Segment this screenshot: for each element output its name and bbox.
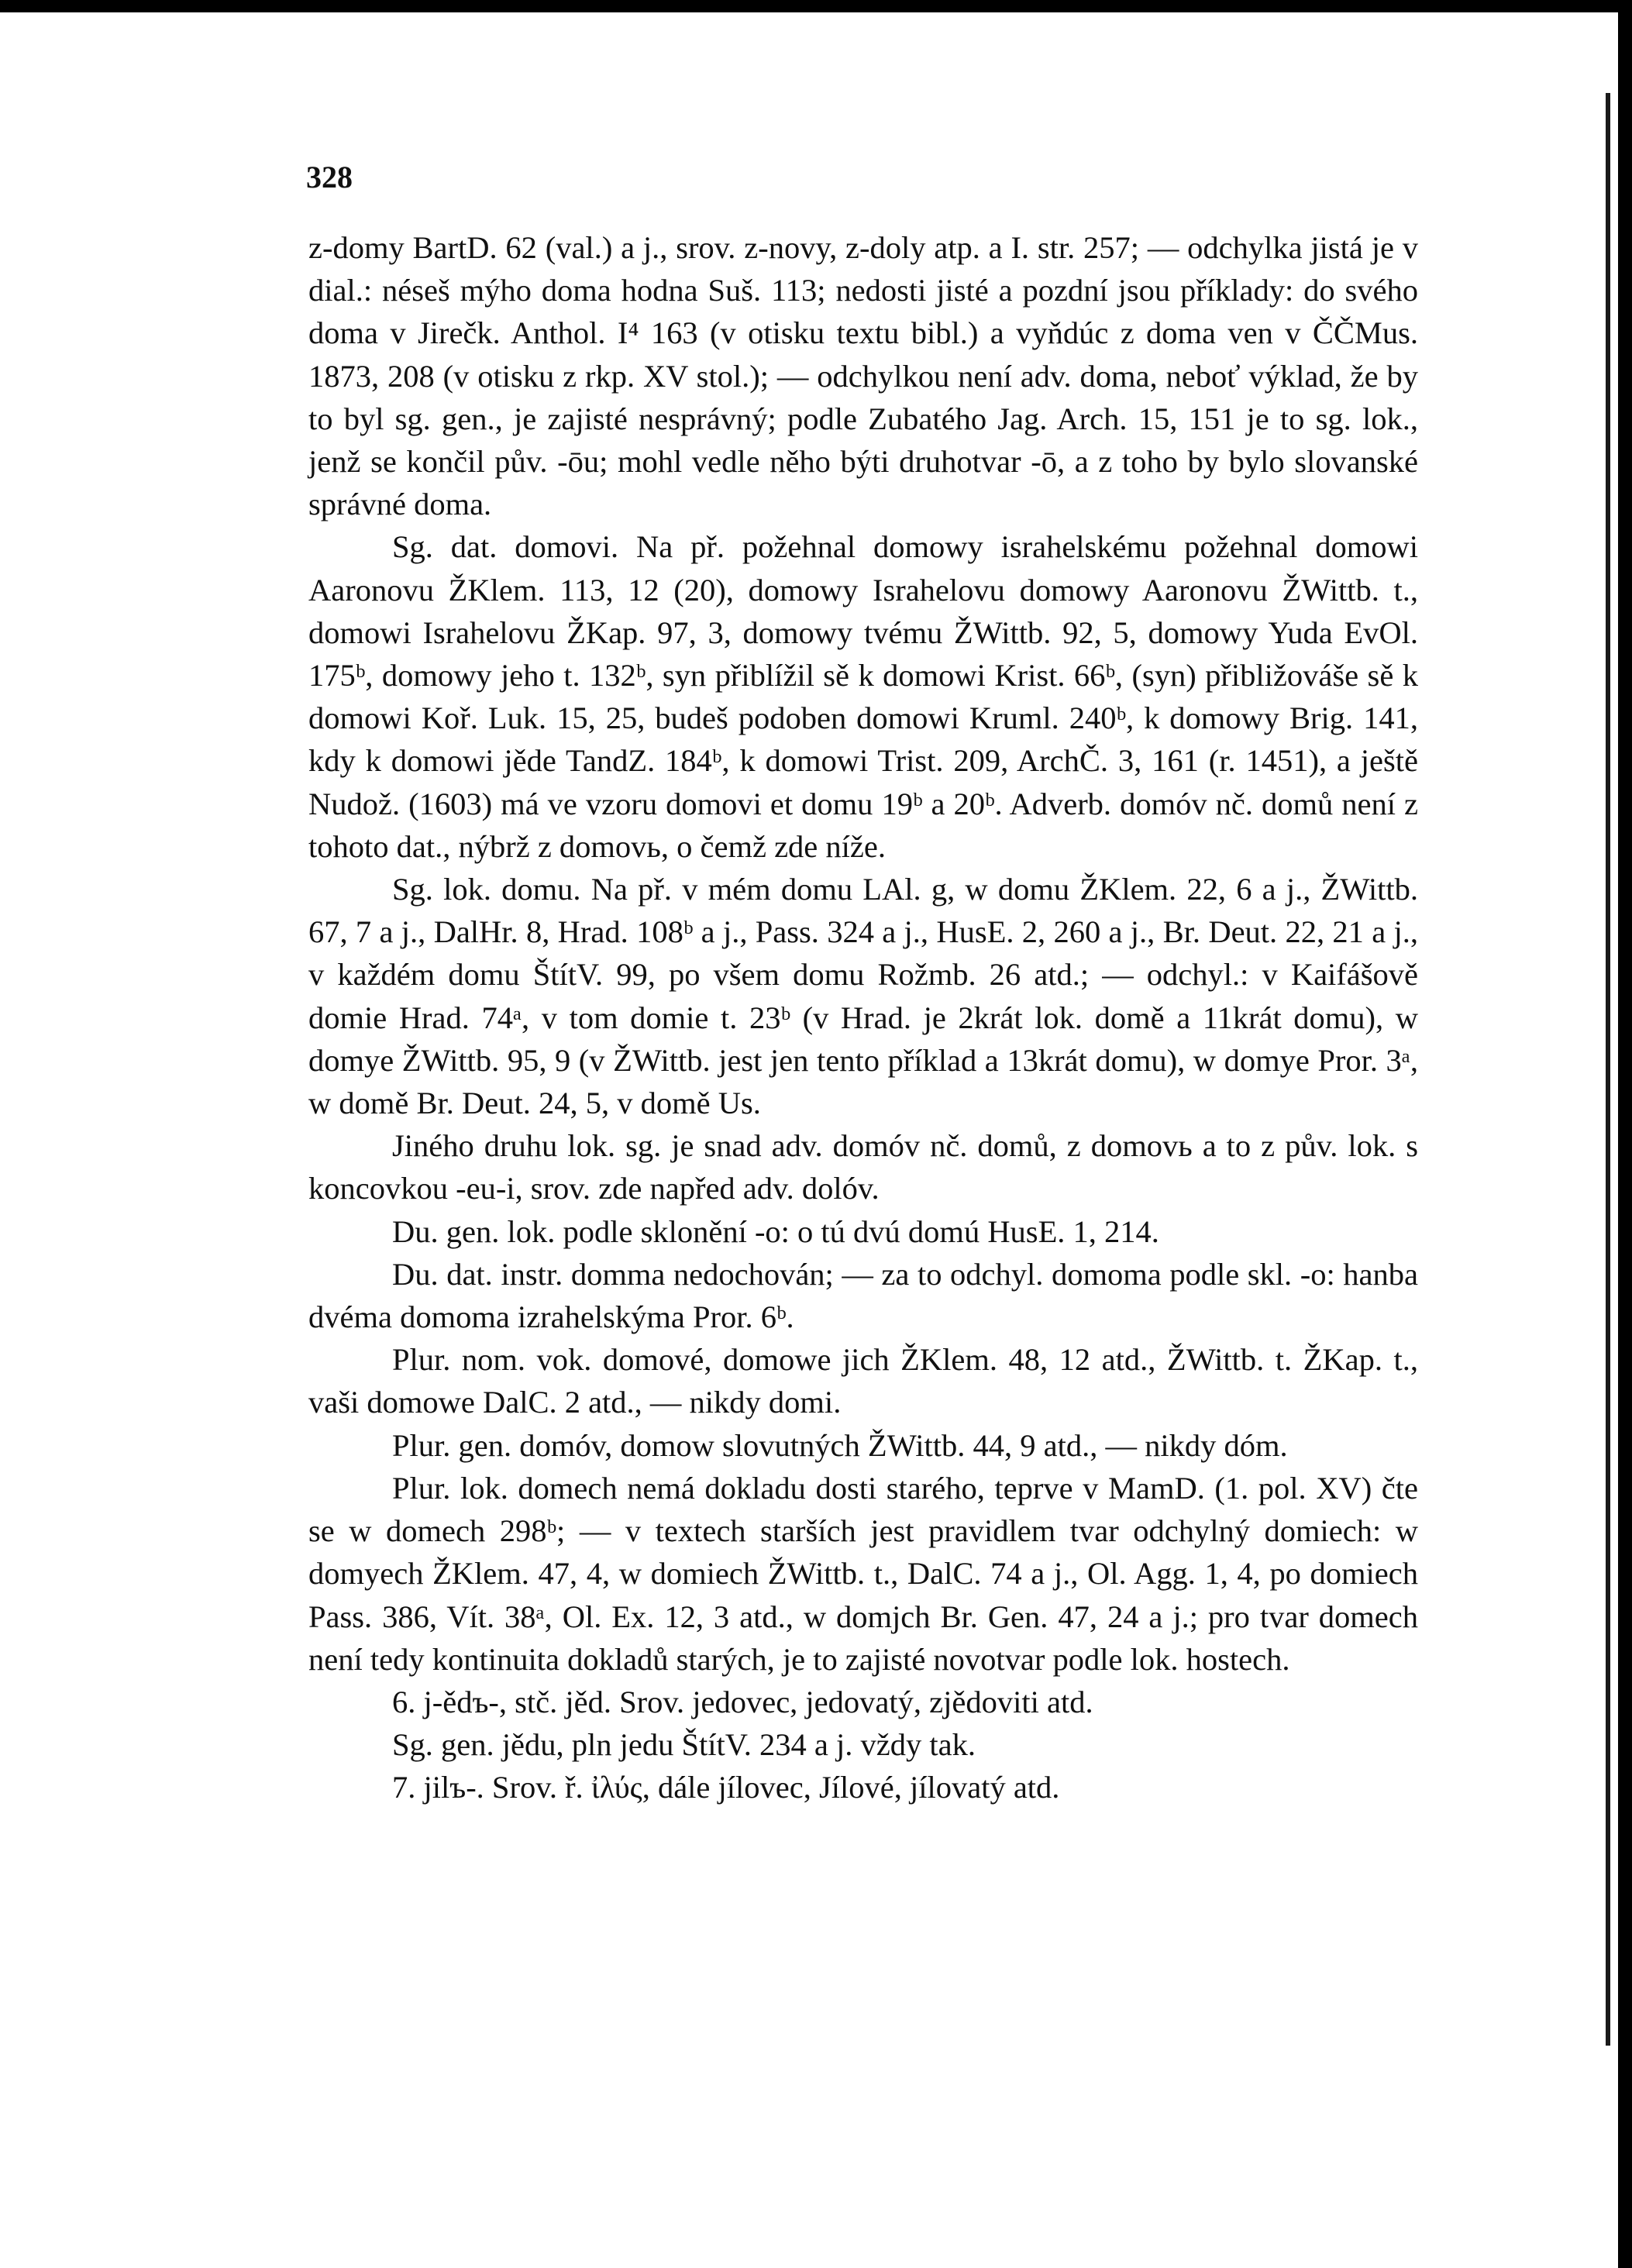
paragraph-plur-nom: Plur. nom. vok. domové, domowe jich ŽKlem. 48, 12 atd., ŽWittb. t. ŽKap. t., vaši domowe DalC. 2 atd., — nikdy domi. xyxy=(308,1342,1418,1420)
paragraph-sg-lok: Sg. lok. domu. Na př. v mém domu LAl. g, w domu ŽKlem. 22, 6 a j., ŽWittb. 67, 7 a j., DalHr. 8, Hrad. 108ᵇ a j., Pass. 324 a j., HusE. 2, 260 a j., Br. Deut. 22, 21 a j., v každém domu ŠtítV. 99, po všem domu Rožmb. 26 atd.; — odchyl.: v Kaifášově domie Hrad. 74ᵃ, v tom domie t. 23ᵇ (v Hrad. je 2krát lok. domě a 11krát domu), w domye ŽWittb. 95, 9 (v ŽWittb. jest jen tento příklad a 13krát domu), w domye Pror. 3ᵃ, w domě Br. Deut. 24, 5, v domě Us. xyxy=(308,872,1418,1121)
paragraph-jineho-druhu: Jiného druhu lok. sg. je snad adv. domóv nč. domů, z domovь a to z pův. lok. s koncovkou -eu-i, srov. zde napřed adv. dolóv. xyxy=(308,1128,1418,1206)
text-block xyxy=(308,226,1418,1809)
paragraph-domy-continuation: z-domy BartD. 62 (val.) a j., srov. z-novy, z-doly atp. a I. str. 257; — odchylka jistá je v dial.: néseš mýho doma hodna Suš. 113; nedosti jisté a pozdní jsou příklady: do svého doma v Jirečk. Anthol. I⁴ 163 (v otisku textu bibl.) a vyňdúc z doma ven v ČČMus. 1873, 208 (v otisku z rkp. XV stol.); — odchylkou není adv. doma, neboť výklad, že by to byl sg. gen., je zajisté nesprávný; podle Zubatého Jag. Arch. 15, 151 je to sg. lok., jenž se končil pův. -ōu; mohl vedle něho býti druhotvar -ō, a z toho by bylo slovanské správné doma. xyxy=(308,230,1418,522)
scan-right-rule xyxy=(1606,93,1610,2046)
page-number: 328 xyxy=(306,160,353,194)
paragraph-plur-gen: Plur. gen. domóv, domow slovutných ŽWittb. 44, 9 atd., — nikdy dóm. xyxy=(392,1427,1288,1463)
scan-top-edge xyxy=(0,0,1632,12)
paragraph-plur-lok: Plur. lok. domech nemá dokladu dosti starého, teprve v MamD. (1. pol. XV) čte se w domech 298ᵇ; — v textech starších jest pravidlem tvar odchylný domiech: w domyech ŽKlem. 47, 4, w domiech ŽWittb. t., DalC. 74 a j., Ol. Agg. 1, 4, po domiech Pass. 386, Vít. 38ᵃ, Ol. Ex. 12, 3 atd., w domjch Br. Gen. 47, 24 a j.; pro tvar domech není tedy kontinuita dokladů starých, je to zajisté novotvar podle lok. hostech. xyxy=(308,1470,1418,1677)
paragraph-jil-heading: 7. jilъ-. Srov. ř. ἰλύς, dále jílovec, Jílové, jílovatý atd. xyxy=(392,1770,1060,1805)
paragraph-du-dat: Du. dat. instr. domma nedochován; — za to odchyl. domoma podle skl. -o: hanba dvéma domoma izrahelskýma Pror. 6ᵇ. xyxy=(308,1256,1418,1335)
paragraph-jed-heading: 6. j-ědъ-, stč. jěd. Srov. jedovec, jedovatý, zjědoviti atd. xyxy=(392,1684,1093,1719)
paragraph-jed-sg-gen: Sg. gen. jědu, pln jedu ŠtítV. 234 a j. vždy tak. xyxy=(392,1727,976,1763)
paragraph-sg-dat: Sg. dat. domovi. Na př. požehnal domowy israhelskému požehnal domowi Aaronovu ŽKlem. 113, 12 (20), domowy Israhelovu domowy Aaronovu ŽWittb. t., domowi Israhelovu ŽKap. 97, 3, domowy tvému ŽWittb. 92, 5, domowy Yuda EvOl. 175ᵇ, domowy jeho t. 132ᵇ, syn přiblížil sě k domowi Krist. 66ᵇ, (syn) přibližováše sě k domowi Koř. Luk. 15, 25, budeš podoben domowi Kruml. 240ᵇ, k domowy Brig. 141, kdy k domowi jěde TandZ. 184ᵇ, k domowi Trist. 209, ArchČ. 3, 161 (r. 1451), a ještě Nudož. (1603) má ve vzoru domovi et domu 19ᵇ a 20ᵇ. Adverb. domóv nč. domů není z tohoto dat., nýbrž z domovь, o čemž zde níže. xyxy=(308,529,1418,864)
scan-right-edge xyxy=(1618,0,1632,2268)
paragraph-du-gen: Du. gen. lok. podle sklonění -o: o tú dvú domú HusE. 1, 214. xyxy=(392,1213,1159,1249)
